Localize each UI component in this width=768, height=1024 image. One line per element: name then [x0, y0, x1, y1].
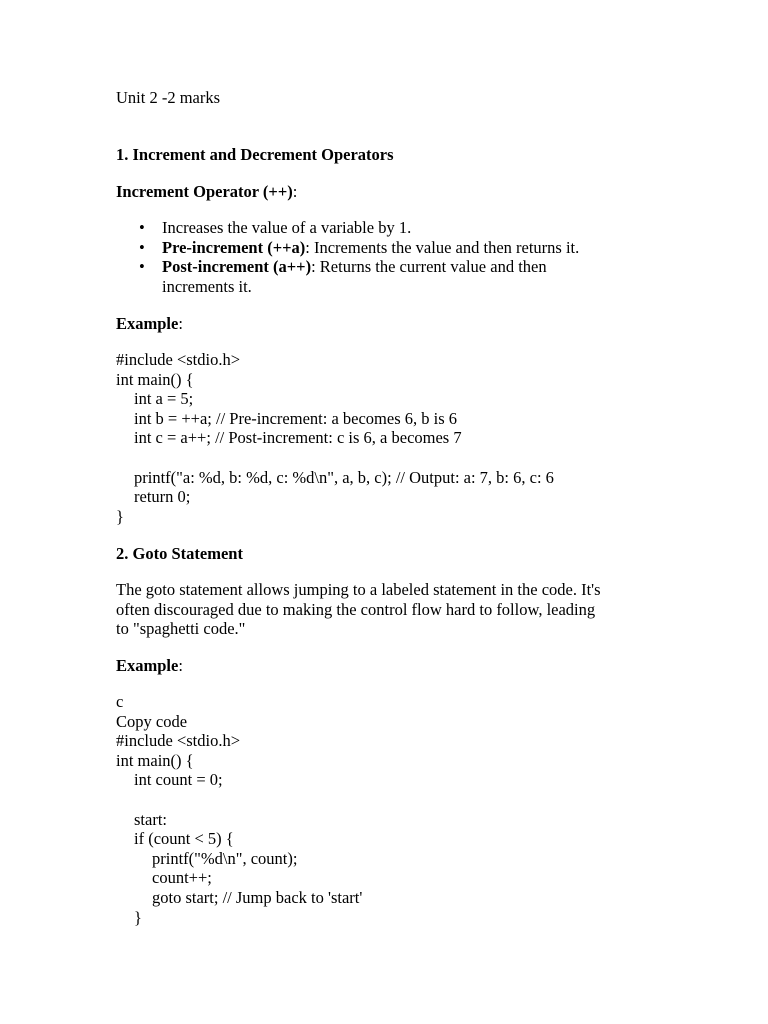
- code-line: int b = ++a; // Pre-increment: a becomes 6, b is 6: [134, 408, 458, 428]
- example-colon: :: [178, 656, 183, 675]
- bullet-text: : Returns the current value and then: [311, 257, 547, 277]
- code-line: }: [116, 506, 124, 526]
- increment-operator-subheading: [116, 182, 297, 202]
- code-line: #include <stdio.h>: [116, 350, 241, 369]
- bullet-text: : Increments the value and then returns it.: [305, 237, 580, 257]
- code-line: int count = 0;: [134, 770, 223, 790]
- code-line: #include <stdio.h>: [116, 731, 241, 751]
- code-line: if (count < 5) {: [134, 829, 234, 849]
- section-heading-goto: 2. Goto Statement: [116, 544, 243, 563]
- bullet-dot: •: [139, 237, 145, 257]
- subheading-colon: :: [292, 182, 298, 201]
- example-bold-text: Example: [116, 656, 179, 675]
- code-line: start:: [134, 809, 167, 829]
- paragraph-line: often discouraged due to making the control flow hard to follow, leading: [116, 599, 596, 619]
- code-line: int main() {: [116, 369, 194, 389]
- code-line: goto start; // Jump back to 'start': [152, 887, 363, 907]
- goto-description-paragraph: [116, 580, 601, 639]
- code-line: printf("a: %d, b: %d, c: %d\n", a, b, c); // Output: a: 7, b: 6, c: 6: [134, 467, 554, 487]
- code-line: return 0;: [134, 487, 191, 507]
- code-line: int a = 5;: [134, 389, 194, 409]
- bullet-item: [116, 257, 579, 296]
- copy-code-label: Copy code: [116, 711, 188, 731]
- bullet-bold-term: Pre-increment (++a): [162, 237, 306, 257]
- bullet-dot: •: [139, 218, 145, 237]
- code-language-label: c: [116, 692, 124, 711]
- code-block-goto: [116, 692, 362, 927]
- code-line: printf("%d\n", count);: [152, 848, 298, 868]
- paragraph-line: The goto statement allows jumping to a labeled statement in the code. It's: [116, 580, 601, 599]
- code-line: count++;: [152, 868, 212, 888]
- code-line: int c = a++; // Post-increment: c is 6, a becomes 7: [134, 428, 462, 448]
- code-line-blank: [116, 448, 554, 468]
- paragraph-line: to "spaghetti code.": [116, 619, 246, 639]
- increment-bullet-list: [116, 218, 579, 296]
- bullet-text: Increases the value of a variable by 1.: [162, 218, 412, 237]
- bullet-bold-term: Post-increment (a++): [162, 257, 312, 277]
- example-label: [116, 314, 183, 334]
- bullet-item: [116, 238, 579, 258]
- code-line-blank: [116, 790, 362, 810]
- code-line: int main() {: [116, 750, 194, 770]
- example-label: [116, 656, 183, 676]
- subheading-bold-text: Increment Operator (++): [116, 182, 293, 201]
- code-block-increment: [116, 350, 554, 526]
- code-line: }: [134, 907, 142, 927]
- example-bold-text: Example: [116, 314, 179, 333]
- bullet-item: [116, 218, 579, 238]
- bullet-dot: •: [139, 257, 145, 277]
- section-heading-increment-decrement: 1. Increment and Decrement Operators: [116, 145, 394, 164]
- bullet-text-continuation: increments it.: [162, 276, 252, 296]
- example-colon: :: [178, 314, 183, 333]
- document-header: Unit 2 -2 marks: [116, 88, 221, 107]
